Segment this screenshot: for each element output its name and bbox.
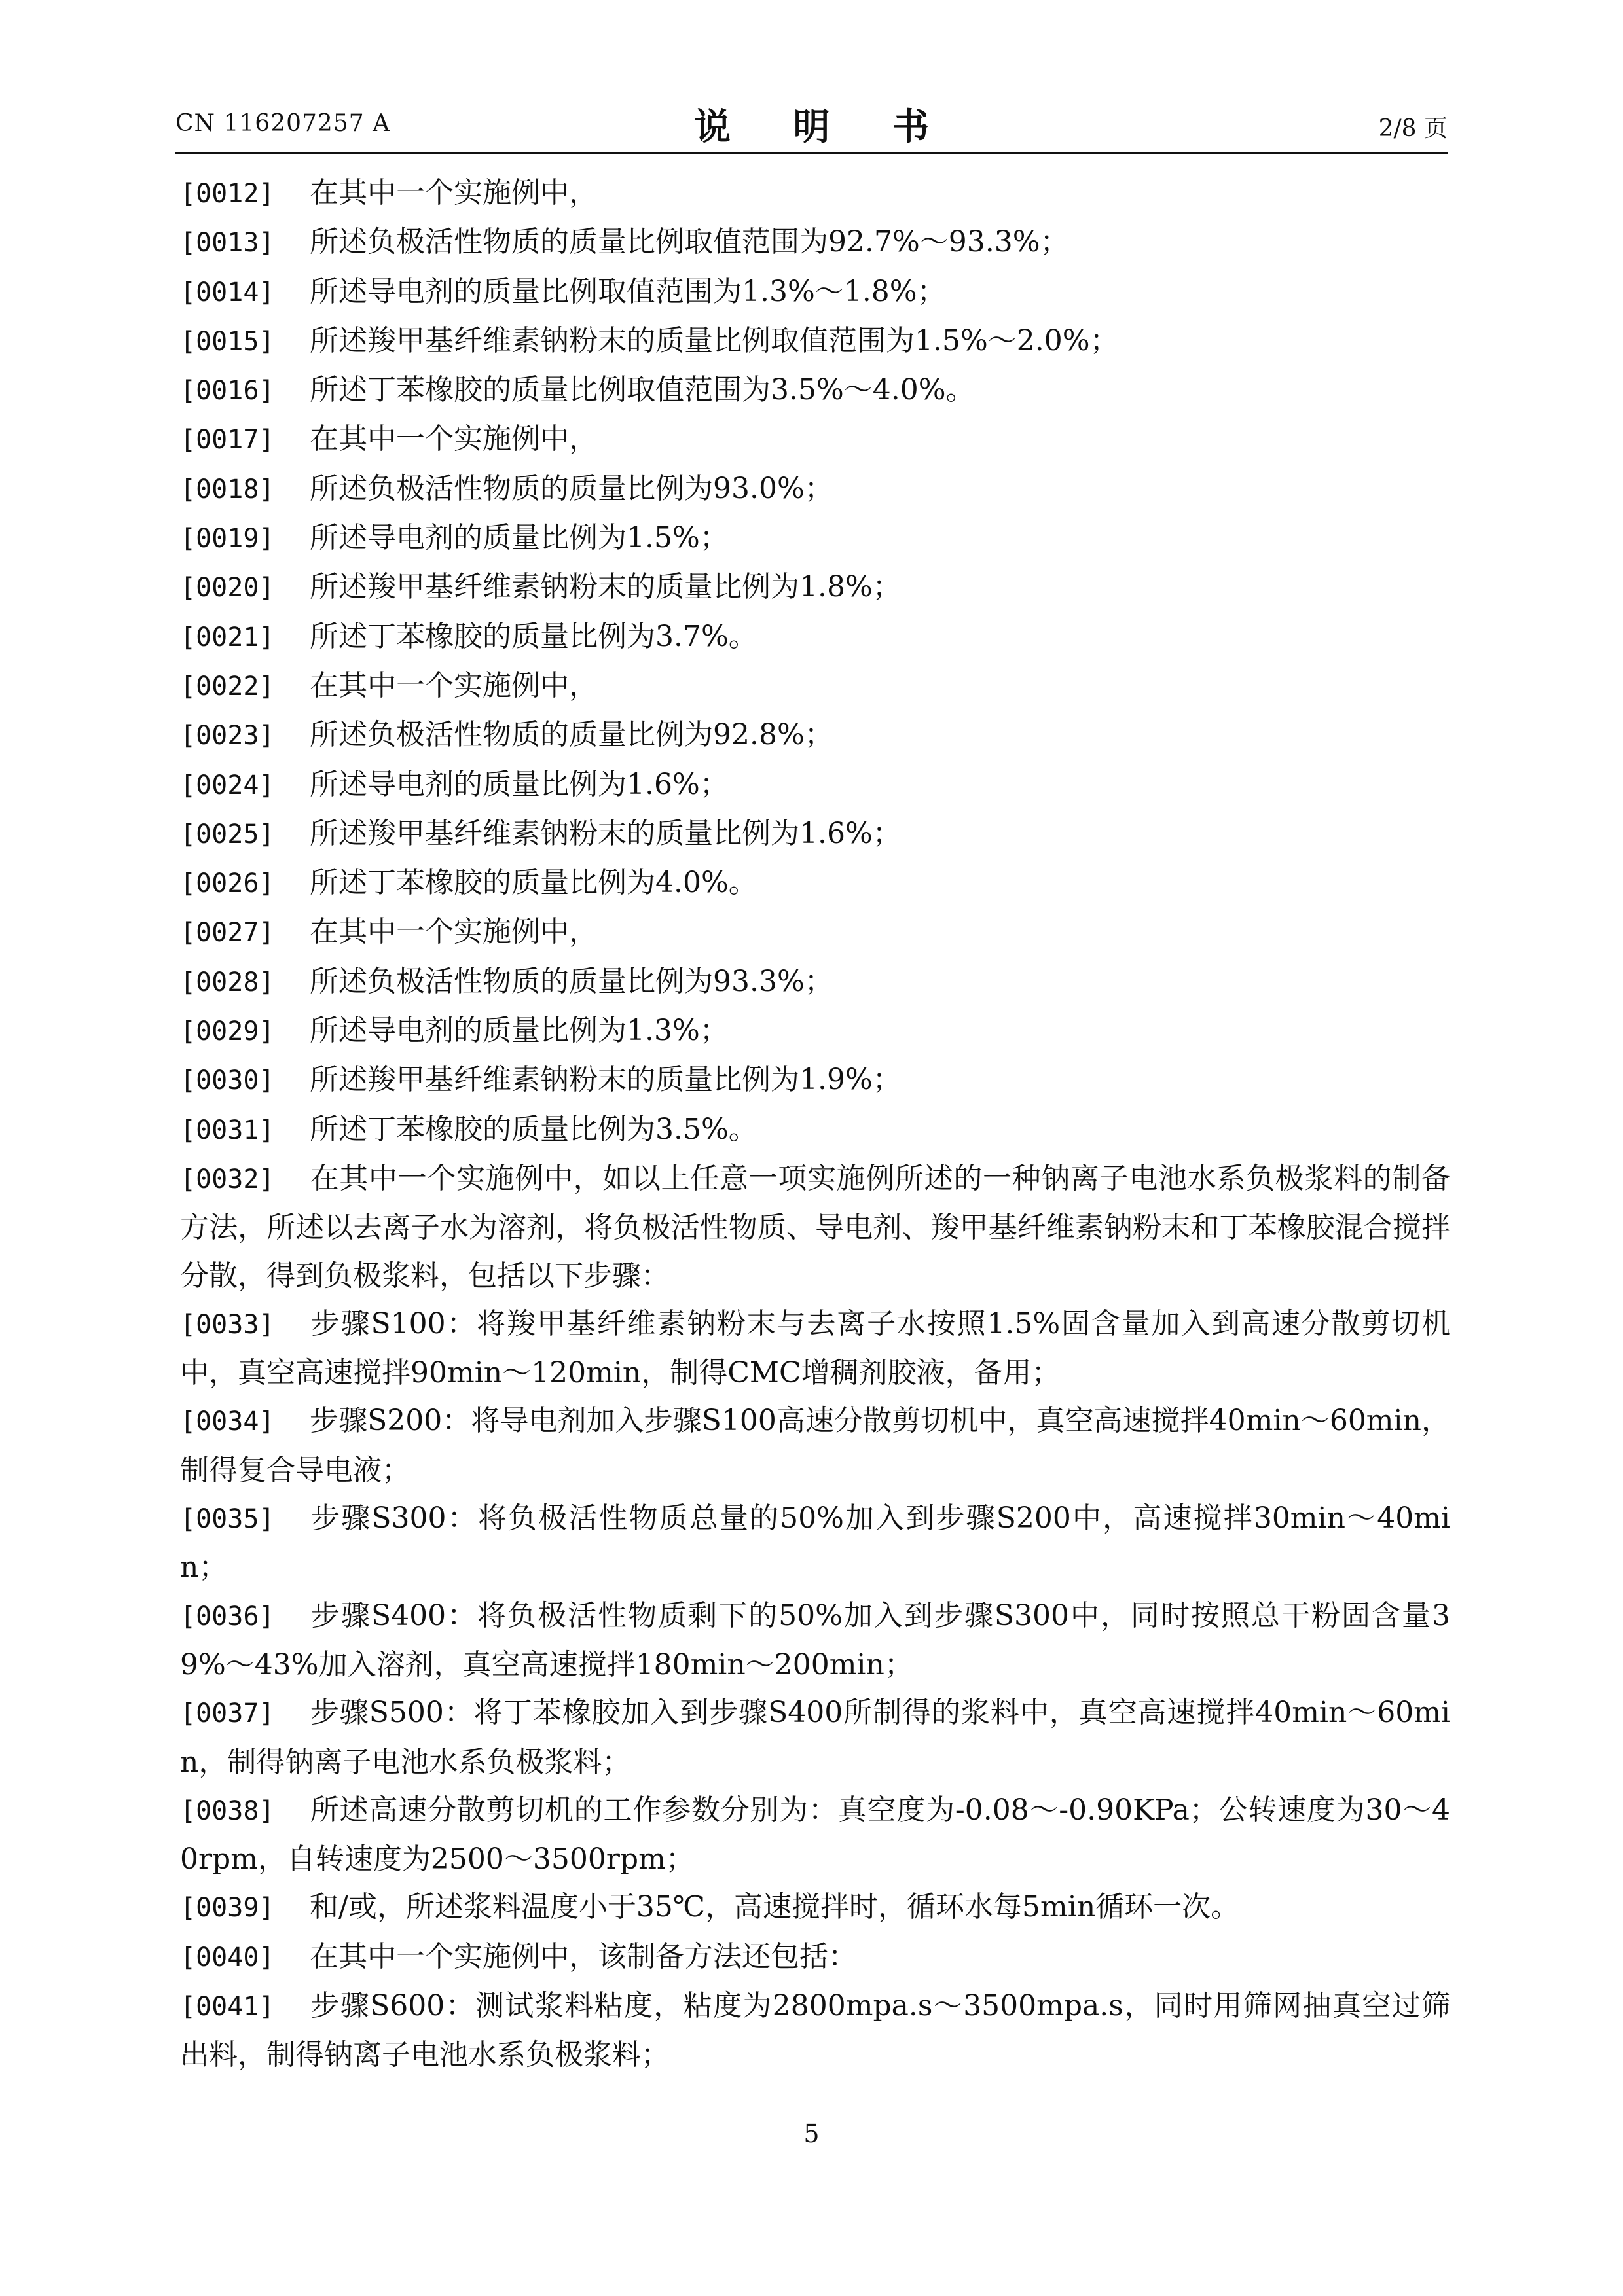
paragraph-text: 步骤S200：将导电剂加入步骤S100高速分散剪切机中，真空高速搅拌40min～60min，制得复合导电液； xyxy=(180,1404,1450,1487)
paragraph xyxy=(180,415,1450,464)
paragraph-text: 所述高速分散剪切机的工作参数分别为：真空度为-0.08～-0.90KPa；公转速度为30～40rpm，自转速度为2500～3500rpm； xyxy=(180,1793,1450,1876)
paragraph-text: 所述导电剂的质量比例为1.6%； xyxy=(310,767,729,801)
paragraph-text: 所述负极活性物质的质量比例为92.8%； xyxy=(310,718,833,752)
paragraph-number: [0029] xyxy=(180,1016,275,1047)
paragraph xyxy=(180,613,1450,662)
paragraph-number: [0025] xyxy=(180,819,275,850)
paragraph-number: [0036] xyxy=(180,1601,275,1632)
paragraph-number: [0014] xyxy=(180,277,275,308)
paragraph xyxy=(180,1786,1450,1884)
paragraph-text: 所述羧甲基纤维素钠粉末的质量比例为1.9%； xyxy=(310,1063,902,1097)
paragraph-text: 所述羧甲基纤维素钠粉末的质量比例为1.6%； xyxy=(310,816,902,850)
paragraph-number: [0015] xyxy=(180,326,275,357)
paragraph-text: 步骤S500：将丁苯橡胶加入到步骤S400所制得的浆料中，真空高速搅拌40min～60min，制得钠离子电池水系负极浆料； xyxy=(180,1696,1450,1779)
page-index: 2/8 页 xyxy=(1378,115,1448,142)
paragraph-text: 在其中一个实施例中， xyxy=(310,422,598,456)
paragraph-number: [0016] xyxy=(180,376,275,406)
paragraph-text: 所述负极活性物质的质量比例为93.3%； xyxy=(310,964,833,998)
paragraph-text: 所述导电剂的质量比例取值范围为1.3%～1.8%； xyxy=(310,274,946,308)
paragraph xyxy=(180,810,1450,859)
page-number: 5 xyxy=(803,2119,820,2148)
paragraph xyxy=(180,317,1450,366)
paragraph-number: [0034] xyxy=(180,1407,275,1437)
paragraph-text: 在其中一个实施例中，如以上任意一项实施例所述的一种钠离子电池水系负极浆料的制备方法，所述以去离子水为溶剂，将负极活性物质、导电剂、羧甲基纤维素钠粉末和丁苯橡胶混合搅拌分散，得到负极浆料，包括以下步骤： xyxy=(180,1161,1450,1293)
paragraph-text: 步骤S400：将负极活性物质剩下的50%加入到步骤S300中，同时按照总干粉固含量39%～43%加入溶剂，真空高速搅拌180min～200min； xyxy=(180,1598,1450,1681)
document-title: 说 明 书 xyxy=(694,106,954,149)
paragraph-number: [0017] xyxy=(180,425,275,456)
paragraph-number: [0018] xyxy=(180,474,275,505)
paragraph xyxy=(180,268,1450,317)
paragraph xyxy=(180,1056,1450,1105)
paragraph-text: 所述羧甲基纤维素钠粉末的质量比例取值范围为1.5%～2.0%； xyxy=(310,323,1119,357)
paragraph xyxy=(180,366,1450,415)
paragraph xyxy=(180,563,1450,612)
paragraph-text: 在其中一个实施例中，该制备方法还包括： xyxy=(310,1939,857,1973)
paragraph-text: 所述丁苯橡胶的质量比例取值范围为3.5%～4.0%。 xyxy=(310,373,975,407)
paragraph-number: [0038] xyxy=(180,1795,275,1826)
paragraph-text: 所述负极活性物质的质量比例为93.0%； xyxy=(310,471,833,505)
paragraph-text: 和/或，所述浆料温度小于35℃，高速搅拌时，循环水每5min循环一次。 xyxy=(310,1890,1240,1924)
paragraph xyxy=(180,218,1450,267)
paragraph-number: [0021] xyxy=(180,622,275,653)
paragraph-text: 所述丁苯橡胶的质量比例为4.0%。 xyxy=(310,866,757,900)
paragraph-number: [0032] xyxy=(180,1164,275,1194)
paragraph-text: 在其中一个实施例中， xyxy=(310,915,598,949)
paragraph-number: [0023] xyxy=(180,721,275,751)
paragraph-text: 所述羧甲基纤维素钠粉末的质量比例为1.8%； xyxy=(310,570,902,604)
paragraph-text: 步骤S100：将羧甲基纤维素钠粉末与去离子水按照1.5%固含量加入到高速分散剪切机中，真空高速搅拌90min～120min，制得CMC增稠剂胶液，备用； xyxy=(180,1306,1450,1390)
paragraph xyxy=(180,1494,1450,1592)
paragraph xyxy=(180,1300,1450,1397)
paragraph-number: [0026] xyxy=(180,869,275,899)
paragraph xyxy=(180,711,1450,760)
paragraph-number: [0019] xyxy=(180,524,275,554)
paragraph xyxy=(180,1007,1450,1056)
paragraph xyxy=(180,1982,1450,2079)
paragraph-number: [0035] xyxy=(180,1504,275,1535)
paragraph xyxy=(180,859,1450,908)
paragraph-number: [0027] xyxy=(180,918,275,948)
paragraph-text: 在其中一个实施例中， xyxy=(310,176,598,209)
paragraph-text: 所述丁苯橡胶的质量比例为3.7%。 xyxy=(310,619,757,653)
paragraph-text: 所述导电剂的质量比例为1.3%； xyxy=(310,1014,729,1048)
paragraph-number: [0028] xyxy=(180,967,275,997)
paragraph xyxy=(180,958,1450,1007)
paragraph xyxy=(180,662,1450,711)
paragraph xyxy=(180,514,1450,563)
paragraph xyxy=(180,1397,1450,1494)
paragraph-number: [0020] xyxy=(180,573,275,603)
document-body xyxy=(180,169,1450,2079)
paragraph-text: 所述导电剂的质量比例为1.5%； xyxy=(310,521,729,555)
paragraph-text: 所述负极活性物质的质量比例取值范围为92.7%～93.3%； xyxy=(310,225,1069,259)
paragraph xyxy=(180,169,1450,218)
page-header xyxy=(175,98,1448,151)
paragraph-number: [0024] xyxy=(180,770,275,800)
paragraph xyxy=(180,1592,1450,1689)
paragraph-text: 步骤S300：将负极活性物质总量的50%加入到步骤S200中，高速搅拌30min～40min； xyxy=(180,1501,1450,1585)
paragraph-number: [0031] xyxy=(180,1115,275,1145)
paragraph-text: 在其中一个实施例中， xyxy=(310,668,598,702)
paragraph xyxy=(180,465,1450,514)
paragraph xyxy=(180,1689,1450,1786)
paragraph-number: [0041] xyxy=(180,1991,275,2022)
paragraph xyxy=(180,1933,1450,1982)
paragraph xyxy=(180,761,1450,810)
document-number: CN 116207257 A xyxy=(175,110,391,137)
paragraph xyxy=(180,1105,1450,1155)
paragraph xyxy=(180,908,1450,957)
paragraph-number: [0040] xyxy=(180,1942,275,1973)
paragraph-text: 步骤S600：测试浆料粘度，粘度为2800mpa.s～3500mpa.s，同时用筛网抽真空过筛出料，制得钠离子电池水系负极浆料； xyxy=(180,1988,1450,2072)
paragraph-number: [0013] xyxy=(180,228,275,259)
paragraph-number: [0033] xyxy=(180,1309,275,1340)
header-divider xyxy=(175,152,1448,154)
paragraph-text: 所述丁苯橡胶的质量比例为3.5%。 xyxy=(310,1112,757,1146)
paragraph-number: [0030] xyxy=(180,1066,275,1096)
paragraph-number: [0037] xyxy=(180,1698,275,1729)
paragraph-number: [0022] xyxy=(180,671,275,702)
paragraph xyxy=(180,1883,1450,1932)
paragraph xyxy=(180,1155,1450,1300)
paragraph-number: [0012] xyxy=(180,179,275,209)
paragraph-number: [0039] xyxy=(180,1893,275,1924)
